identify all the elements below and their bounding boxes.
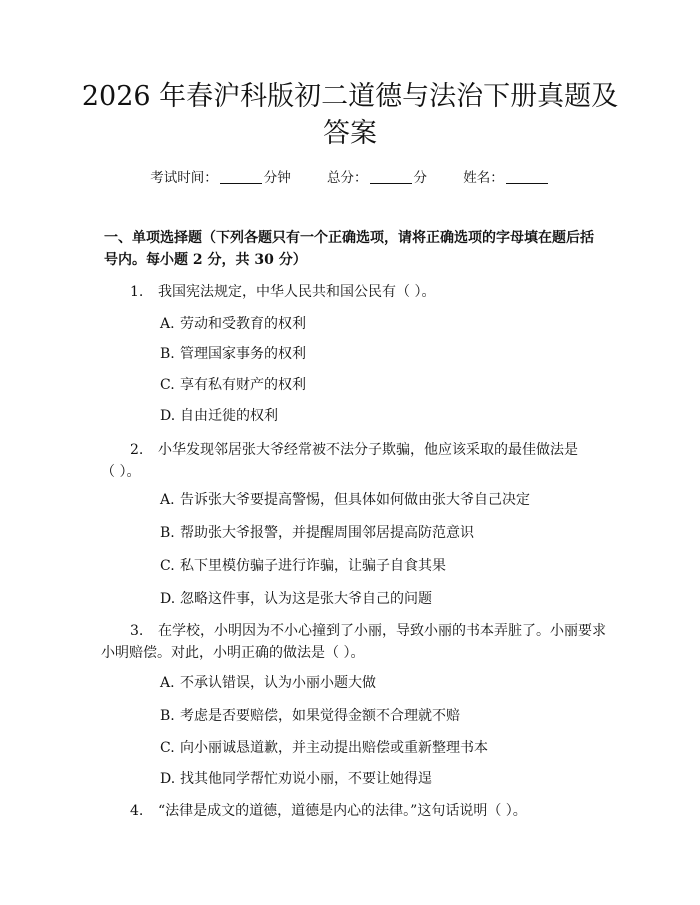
exam-score-unit: 分: [413, 170, 427, 186]
option-letter: A.: [160, 316, 175, 332]
question-text-line2: 小明赔偿。对此，小明正确的做法是（ ）。: [101, 645, 365, 661]
option-item: [160, 405, 278, 427]
question-text-continued: [101, 642, 364, 664]
exam-time: [150, 168, 291, 188]
exam-title: [60, 78, 640, 152]
option-letter: B.: [160, 525, 175, 541]
option-item: [160, 313, 306, 335]
option-item: [160, 737, 488, 759]
exam-title-line2: 答案: [323, 118, 377, 149]
student-name-blank: [506, 170, 548, 184]
section-heading-line2: 号内。每小题 2 分，共 30 分）: [104, 252, 307, 268]
student-name: [463, 168, 550, 188]
option-item: [160, 343, 306, 365]
option-letter: B.: [160, 708, 175, 724]
option-text: 自由迁徙的权利: [180, 408, 278, 424]
option-letter: C.: [160, 740, 175, 756]
question-text-continued: [101, 461, 140, 483]
exam-title-line1: 2026 年春沪科版初二道德与法治下册真题及: [81, 81, 619, 112]
option-letter: D.: [160, 591, 176, 607]
option-letter: D.: [160, 408, 176, 424]
option-text: 找其他同学帮忙劝说小丽，不要让她得逞: [180, 771, 432, 787]
section-heading-line1: 一、单项选择题（下列各题只有一个正确选项，请将正确选项的字母填在题后括: [104, 230, 594, 246]
option-item: [160, 522, 474, 544]
option-text: 私下里模仿骗子进行诈骗，让骗子自食其果: [180, 558, 446, 574]
option-item: [160, 588, 432, 610]
exam-score: [327, 168, 427, 188]
option-letter: A.: [160, 492, 175, 508]
option-item: [160, 672, 376, 694]
option-letter: C.: [160, 558, 175, 574]
option-item: [160, 705, 460, 727]
exam-time-blank: [220, 170, 262, 184]
option-letter: B.: [160, 346, 175, 362]
question-text: “法律是成文的道德，道德是内心的法律。”这句话说明（ ）。: [158, 803, 527, 819]
option-letter: A.: [160, 675, 175, 691]
question-number: 1.: [130, 284, 144, 300]
option-item: [160, 768, 432, 790]
option-item: [160, 489, 530, 511]
question-stem: [130, 620, 606, 642]
exam-score-label: 总分：: [327, 170, 368, 186]
question-text: 小华发现邻居张大爷经常被不法分子欺骗，他应该采取的最佳做法是: [158, 442, 578, 458]
option-text: 向小丽诚恳道歉，并主动提出赔偿或重新整理书本: [180, 740, 488, 756]
option-item: [160, 374, 306, 396]
option-text: 不承认错误，认为小丽小题大做: [180, 675, 376, 691]
option-text: 忽略这件事，认为这是张大爷自己的问题: [180, 591, 432, 607]
option-text: 帮助张大爷报警，并提醒周围邻居提高防范意识: [180, 525, 474, 541]
exam-time-unit: 分钟: [263, 170, 291, 186]
option-text: 告诉张大爷要提高警惕，但具体如何做由张大爷自己决定: [180, 492, 530, 508]
option-text: 管理国家事务的权利: [180, 346, 306, 362]
question-number: 3.: [130, 623, 144, 639]
option-letter: D.: [160, 771, 176, 787]
exam-time-label: 考试时间：: [150, 170, 218, 186]
question-stem: [130, 439, 578, 461]
question-text: 我国宪法规定，中华人民共和国公民有（ ）。: [158, 284, 436, 300]
exam-meta: [0, 168, 700, 188]
option-item: [160, 555, 446, 577]
section-heading: [104, 227, 604, 271]
option-text: 享有私有财产的权利: [180, 377, 306, 393]
question-number: 2.: [130, 442, 144, 458]
question-stem: [130, 800, 527, 822]
option-letter: C.: [160, 377, 175, 393]
exam-score-blank: [370, 170, 412, 184]
question-text-line2: （ ）。: [101, 464, 141, 480]
option-text: 劳动和受教育的权利: [180, 316, 306, 332]
question-stem: [130, 281, 435, 303]
student-name-label: 姓名：: [463, 170, 504, 186]
option-text: 考虑是否要赔偿，如果觉得金额不合理就不赔: [180, 708, 460, 724]
question-text: 在学校，小明因为不小心撞到了小丽，导致小丽的书本弄脏了。小丽要求: [158, 623, 606, 639]
question-number: 4.: [130, 803, 144, 819]
